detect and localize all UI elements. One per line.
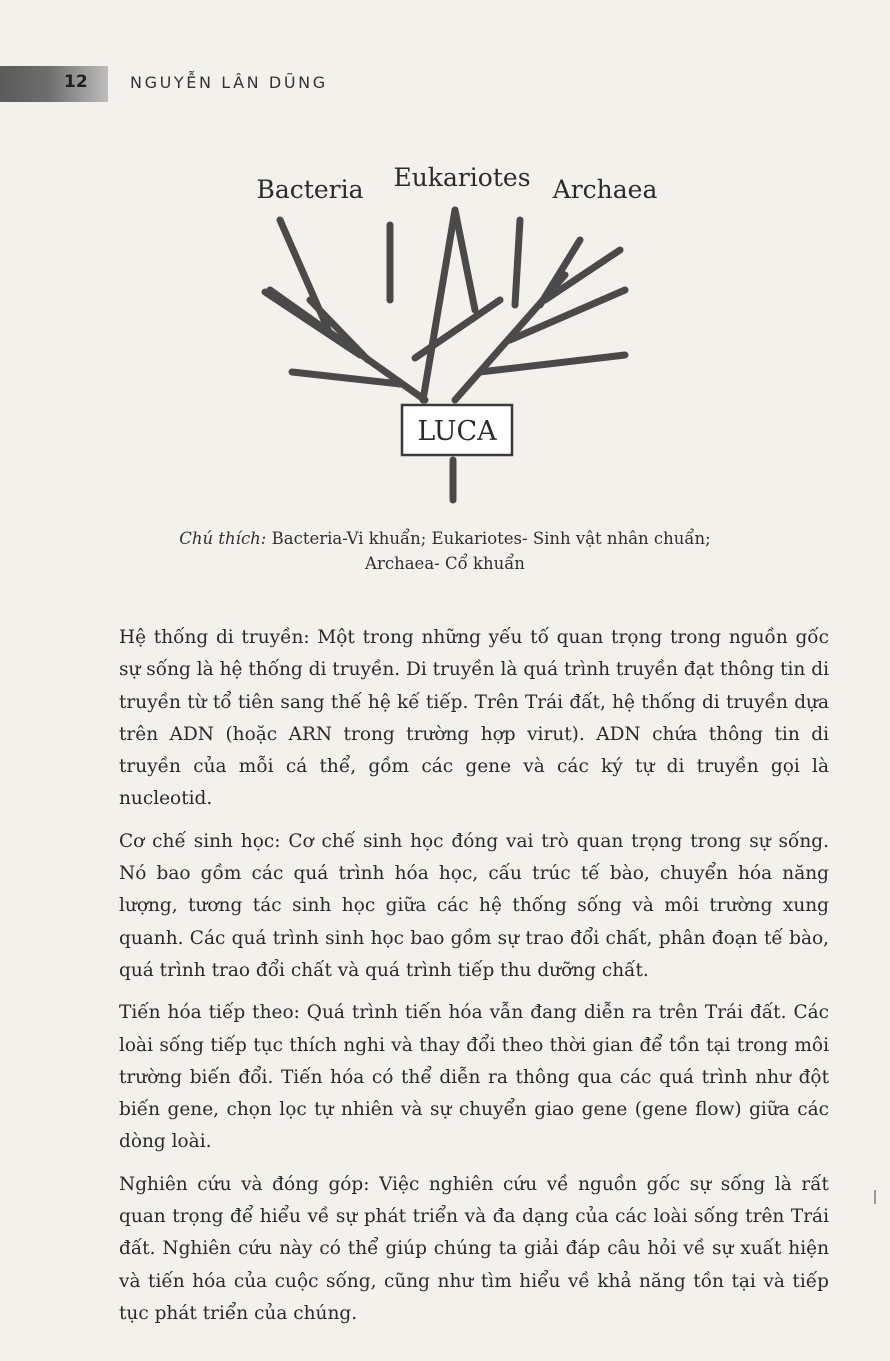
- paragraph-evolution: Tiến hóa tiếp theo: Quá trình tiến hóa vẫn đang diễn ra trên Trái đất. Các loài sống tiếp tục thích nghi và thay đổi theo thời gian để tồn tại trong môi trường biến đổi. Tiến hóa có thể diễn ra thông qua các quá trình như đột biến gene, chọn lọc tự nhiên và sự chuyển giao gene (gene flow) giữa các dòng loài.: [119, 1002, 829, 1153]
- eukariotes-label: Eukariotes: [393, 163, 531, 192]
- caption-line-2: Archaea- Cổ khuẩn: [365, 554, 525, 573]
- eukariotes-crossbar: [415, 300, 500, 358]
- paragraph-biological-mechanism: Cơ chế sinh học: Cơ chế sinh học đóng vai trò quan trọng trong sự sống. Nó bao gồm các quá trình hóa học, cấu trúc tế bào, chuyển hóa năng lượng, tương tác sinh học giữa các hệ thống sống và môi trường xung quanh. Các quá trình sinh học bao gồm sự trao đổi chất, phân đoạn tế bào, quá trình trao đổi chất và quá trình tiếp thu dưỡng chất.: [119, 830, 829, 981]
- eukariotes-right-branch: [455, 210, 475, 310]
- header-bar: [0, 66, 108, 102]
- margin-mark: [874, 1190, 876, 1204]
- paragraph-research: Nghiên cứu và đóng góp: Việc nghiên cứu về nguồn gốc sự sống là rất quan trọng để hiểu về sự phát triển và đa dạng của các loài sống trên Trái đất. Nghiên cứu này có thể giúp chúng ta giải đáp câu hỏi về sự xuất hiện và tiến hóa của cuộc sống, cũng như tìm hiểu về khả năng tồn tại và tiếp tục phát triển của chúng.: [119, 1173, 829, 1324]
- tree-of-life-figure: [240, 150, 680, 510]
- tree-of-life-diagram: [240, 150, 680, 510]
- page-number: 12: [64, 72, 88, 92]
- bacteria-label: Bacteria: [256, 175, 364, 204]
- eukariotes-left-branch: [423, 210, 455, 400]
- paragraph-genetics: Hệ thống di truyền: Một trong những yếu tố quan trọng trong nguồn gốc sự sống là hệ thống di truyền. Di truyền là quá trình truyền đạt thông tin di truyền từ tổ tiên sang thế hệ kế tiếp. Trên Trái đất, hệ thống di truyền dựa trên ADN (hoặc ARN trong trường hợp virut). ADN chứa thông tin di truyền của mỗi cá thể, gồm các gene và các ký tự di truyền gọi là nucleotid.: [119, 627, 829, 810]
- luca-label: LUCA: [417, 416, 497, 447]
- caption-lead: Chú thích:: [179, 529, 267, 548]
- archaea-label: Archaea: [552, 175, 658, 204]
- running-head: NGUYỄN LÂN DŨNG: [130, 73, 328, 92]
- figure-caption: [120, 526, 770, 576]
- body-text: [119, 622, 829, 1340]
- archaea-twig-5: [515, 220, 520, 305]
- archaea-twig-4: [480, 355, 625, 372]
- caption-line-1: Bacteria-Vi khuẩn; Eukariotes- Sinh vật nhân chuẩn;: [266, 529, 711, 548]
